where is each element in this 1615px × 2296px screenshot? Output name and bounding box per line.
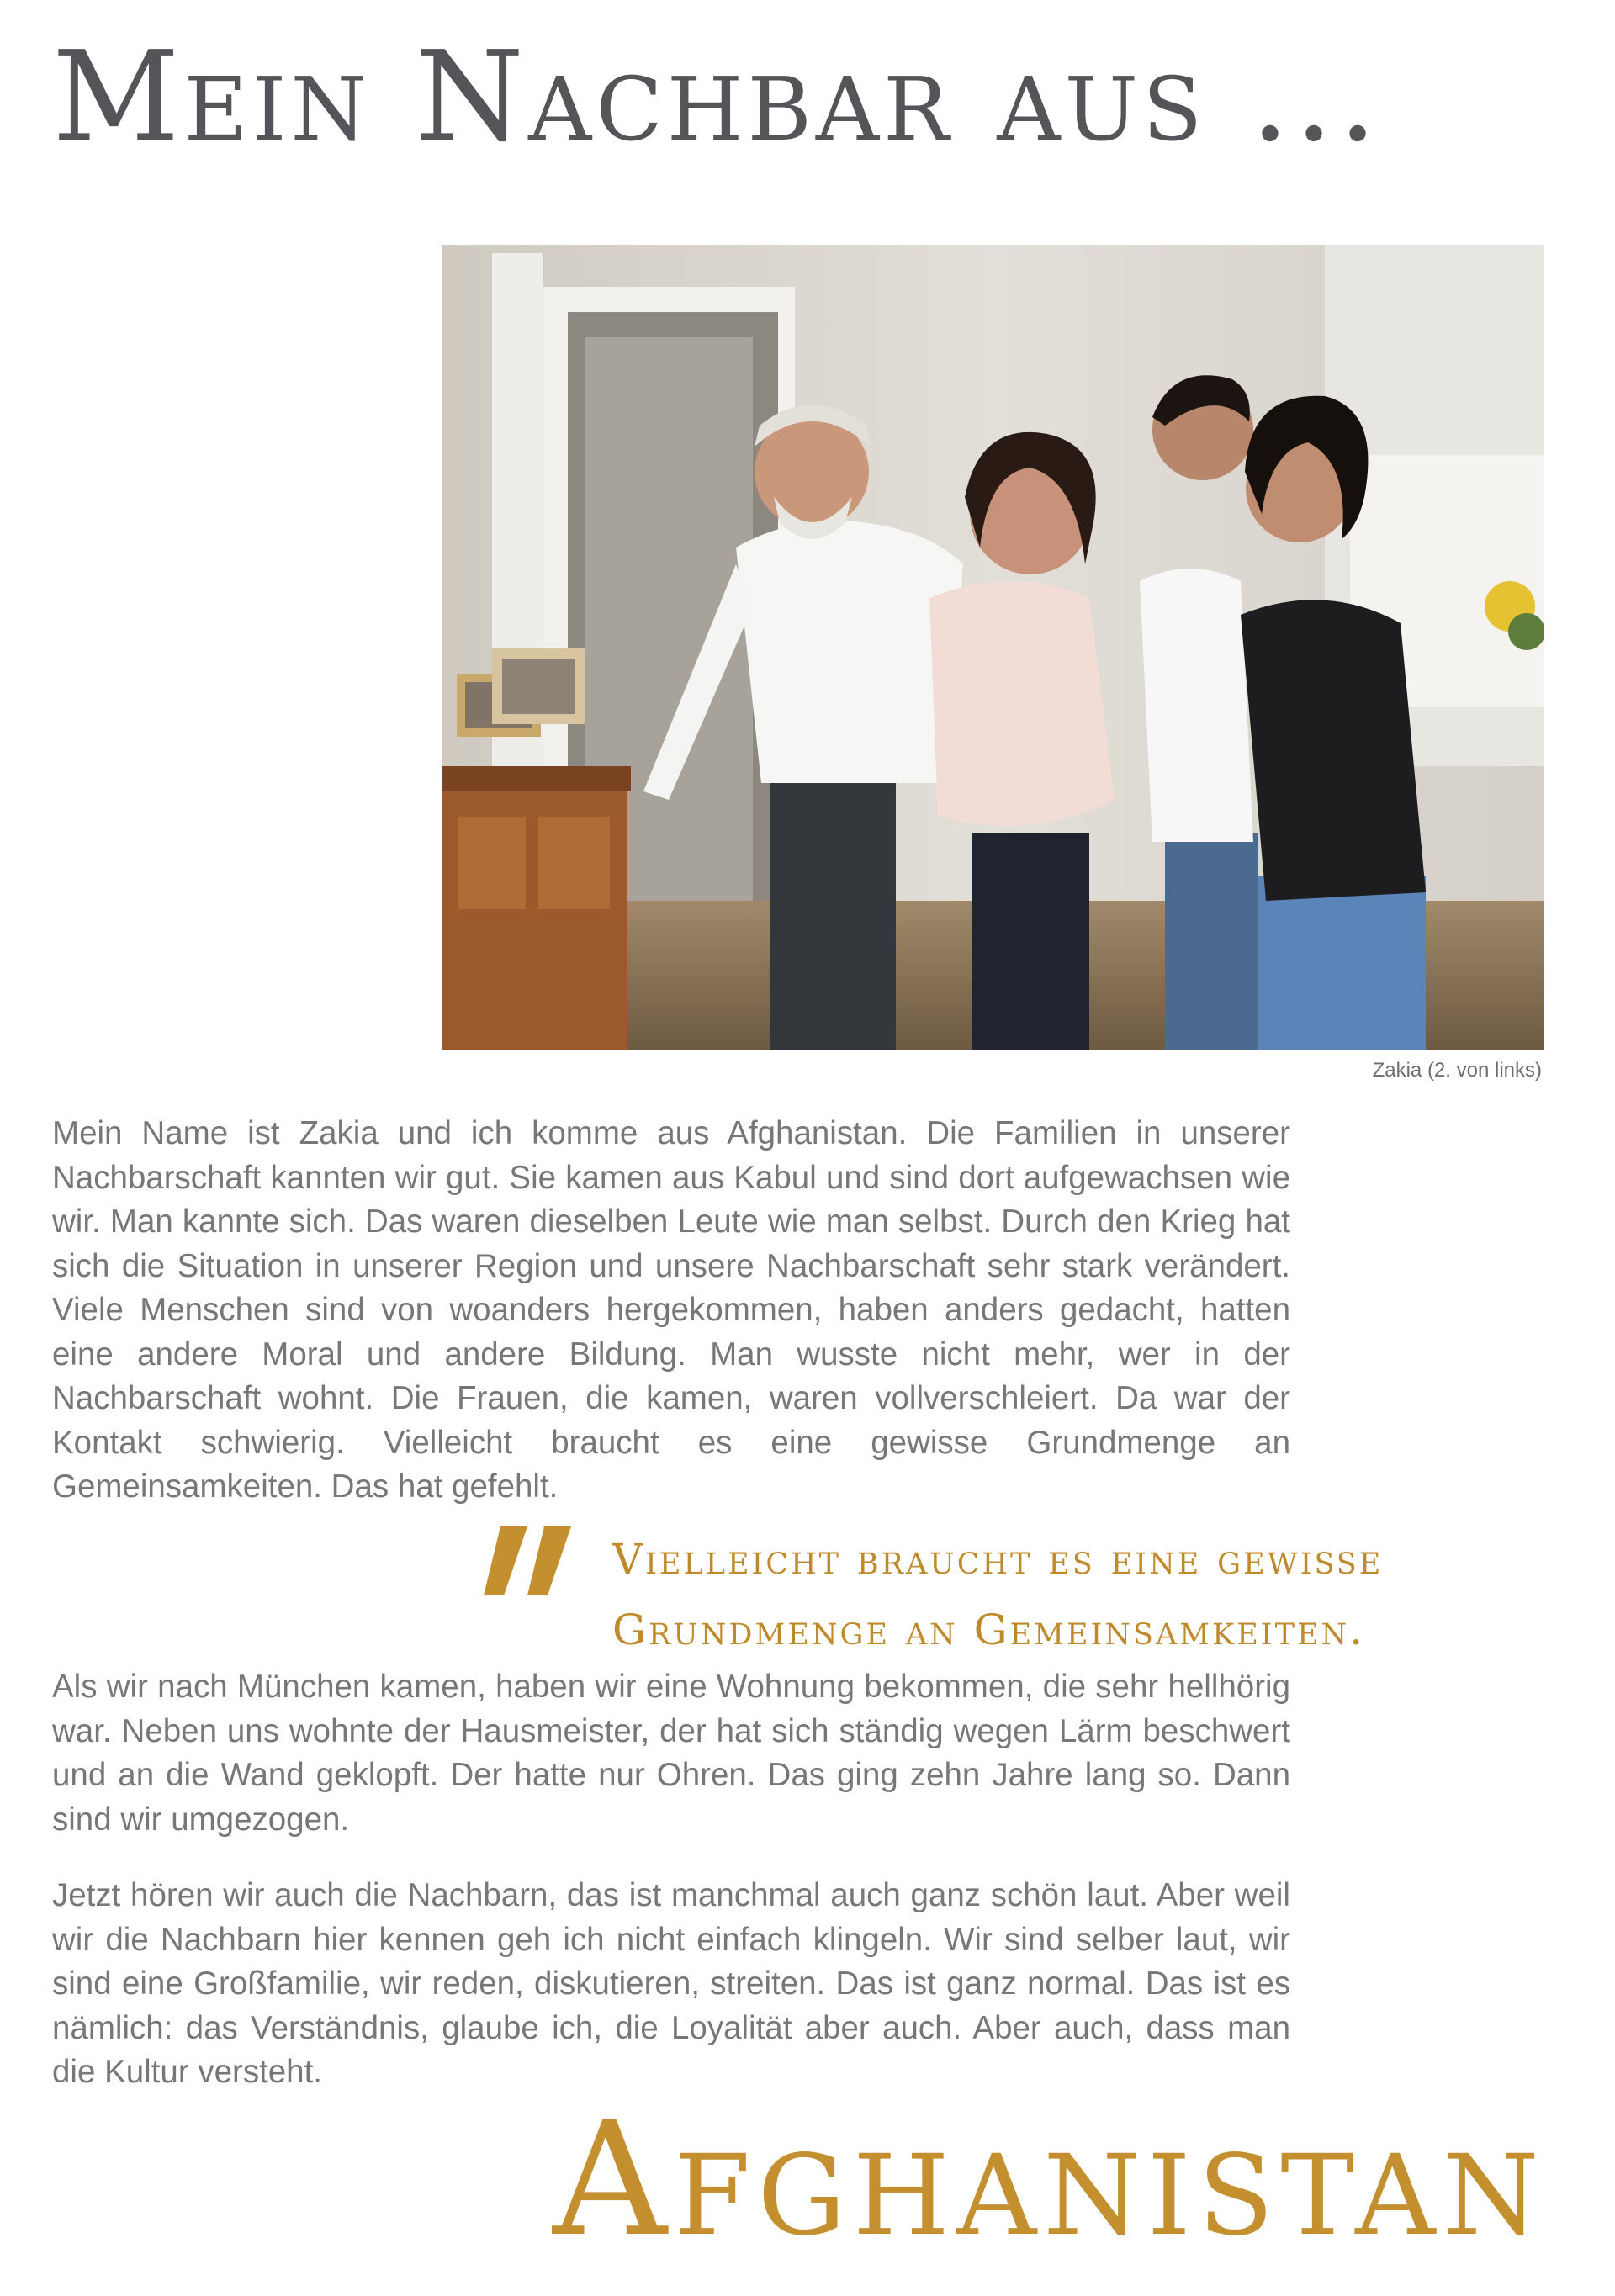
pull-quote-line-2: Grundmenge an Gemeinsamkeiten. <box>612 1606 1366 1654</box>
quotation-mark-icon <box>484 1526 585 1595</box>
photo-caption: Zakia (2. von links) <box>1372 1059 1542 1082</box>
article-paragraph-3: Jetzt hören wir auch die Nachbarn, das ist manchmal auch ganz schön laut. Aber weil wir die Nachbarn hier kennen geh ich nicht einfach klingeln. Wir sind selber laut, wir sind eine Großfamilie, wir reden, diskutieren, streiten. Das ist ganz normal. Das ist es nämlich: das Verständnis, glaube ich, die Loyalität aber auch. Aber auch, dass man die Kultur versteht. <box>52 1877 1290 2090</box>
article-paragraph-2: Als wir nach München kamen, haben wir eine Wohnung bekommen, die sehr hellhörig war. Neben uns wohnte der Hausmeister, der hat sich ständig wegen Lärm beschwert und an die Wand geklopft. Der hatte nur Ohren. Das ging zehn Jahre lang so. Dann sind wir umgezogen. <box>52 1669 1290 1838</box>
article-paragraph-1: Mein Name ist Zakia und ich komme aus Afghanistan. Die Familien in unserer Nachbarschaft kannten wir gut. Sie kamen aus Kabul und sind dort aufgewachsen wie wir. Man kannte sich. Das waren dieselben Leute wie man selbst. Durch den Krieg hat sich die Situation in unserer Region und unsere Nachbarschaft sehr stark verändert. Viele Menschen sind von woanders hergekommen, haben anders gedacht, hatten eine andere Moral und andere Bildung. Man wusste nicht mehr, wer in der Nachbarschaft wohnt. Die Frauen, die kamen, waren vollverschleiert. Da war der Kontakt schwierig. Vielleicht braucht es eine gewisse Grundmenge an Gemeinsamkeiten. Das hat gefehlt. <box>52 1115 1290 1505</box>
country-title: Afghanistan <box>553 2087 1546 2272</box>
family-photo-illustration <box>442 245 1544 1050</box>
family-photo <box>442 245 1544 1050</box>
pull-quote-line-1: Vielleicht braucht es eine gewisse <box>612 1535 1384 1584</box>
page-title: Mein Nachbar aus ... <box>52 24 1382 169</box>
pull-quote <box>612 1524 1546 1665</box>
